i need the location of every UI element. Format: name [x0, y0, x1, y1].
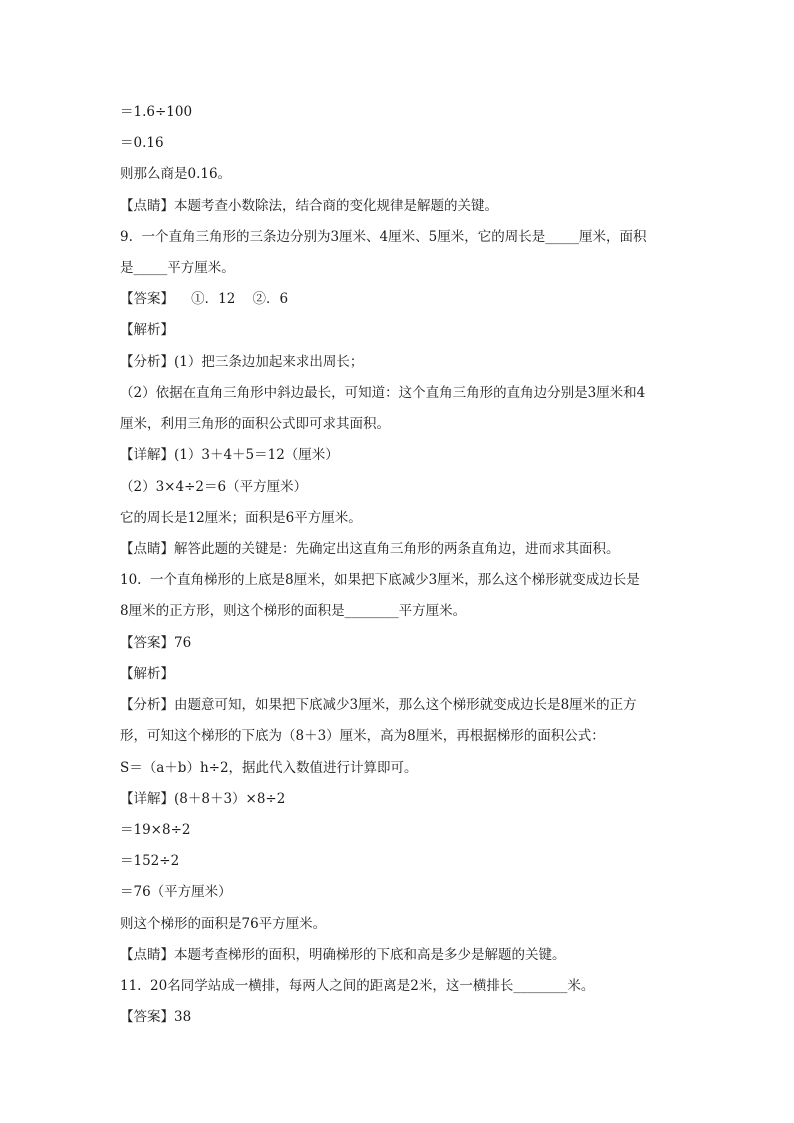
text-line: 【分析】由题意可知，如果把下底减少3厘米，那么这个梯形就变成边长是8厘米的正方 [120, 697, 637, 713]
text-line: 形，可知这个梯形的下底为（8＋3）厘米，高为8厘米，再根据梯形的面积公式： [120, 728, 605, 744]
text-line: 【解析】 [120, 322, 174, 338]
text-line: ＝19×8÷2 [120, 822, 191, 838]
text-line: 它的周长是12厘米；面积是6平方厘米。 [120, 510, 362, 526]
text-line: 【答案】38 [120, 1009, 192, 1025]
text-line: 则那么商是0.16。 [120, 166, 232, 182]
text-line: ＝0.16 [120, 135, 164, 151]
text-line: 【点睛】本题考查梯形的面积，明确梯形的下底和高是多少是解题的关键。 [120, 947, 566, 963]
text-line: 则这个梯形的面积是76平方厘米。 [120, 916, 327, 932]
text-line: 【分析】(1）把三条边加起来求出周长； [120, 354, 364, 370]
text-line: 【点睛】解答此题的关键是：先确定出这直角三角形的两条直角边，进而求其面积。 [120, 541, 620, 557]
text-line: （2）3×4÷2＝6（平方厘米） [120, 479, 308, 495]
text-line: ＝152÷2 [120, 853, 180, 869]
text-line: 8厘米的正方形，则这个梯形的面积是________平方厘米。 [120, 603, 467, 619]
text-line: 10. 一个直角梯形的上底是8厘米，如果把下底减少3厘米，那么这个梯形就变成边长是 [120, 572, 640, 588]
text-line: ＝76（平方厘米） [120, 884, 232, 900]
text-line: 【解析】 [120, 666, 174, 682]
text-line: （2）依据在直角三角形中斜边最长，可知道：这个直角三角形的直角边分别是3厘米和4 [120, 385, 646, 401]
text-line: 【答案】 ①．12 ②．6 [120, 291, 289, 307]
text-line: ＝1.6÷100 [120, 104, 193, 120]
text-line: 11. 20名同学站成一横排，每两人之间的距离是2米，这一横排长________米。 [120, 978, 595, 994]
text-line: 【答案】76 [120, 635, 192, 651]
text-line: 【详解】(8＋8＋3）×8÷2 [120, 791, 286, 807]
text-line: 是_____平方厘米。 [120, 260, 235, 276]
text-line: 【详解】(1）3＋4＋5＝12（厘米） [120, 447, 339, 463]
text-line: 厘米，利用三角形的面积公式即可求其面积。 [120, 416, 390, 432]
text-line: S＝（a＋b）h÷2，据此代入数值进行计算即可。 [120, 760, 418, 776]
text-line: 9. 一个直角三角形的三条边分别为3厘米、4厘米、5厘米，它的周长是_____厘米，面积 [120, 229, 647, 245]
text-line: 【点睛】本题考查小数除法，结合商的变化规律是解题的关键。 [120, 198, 498, 214]
